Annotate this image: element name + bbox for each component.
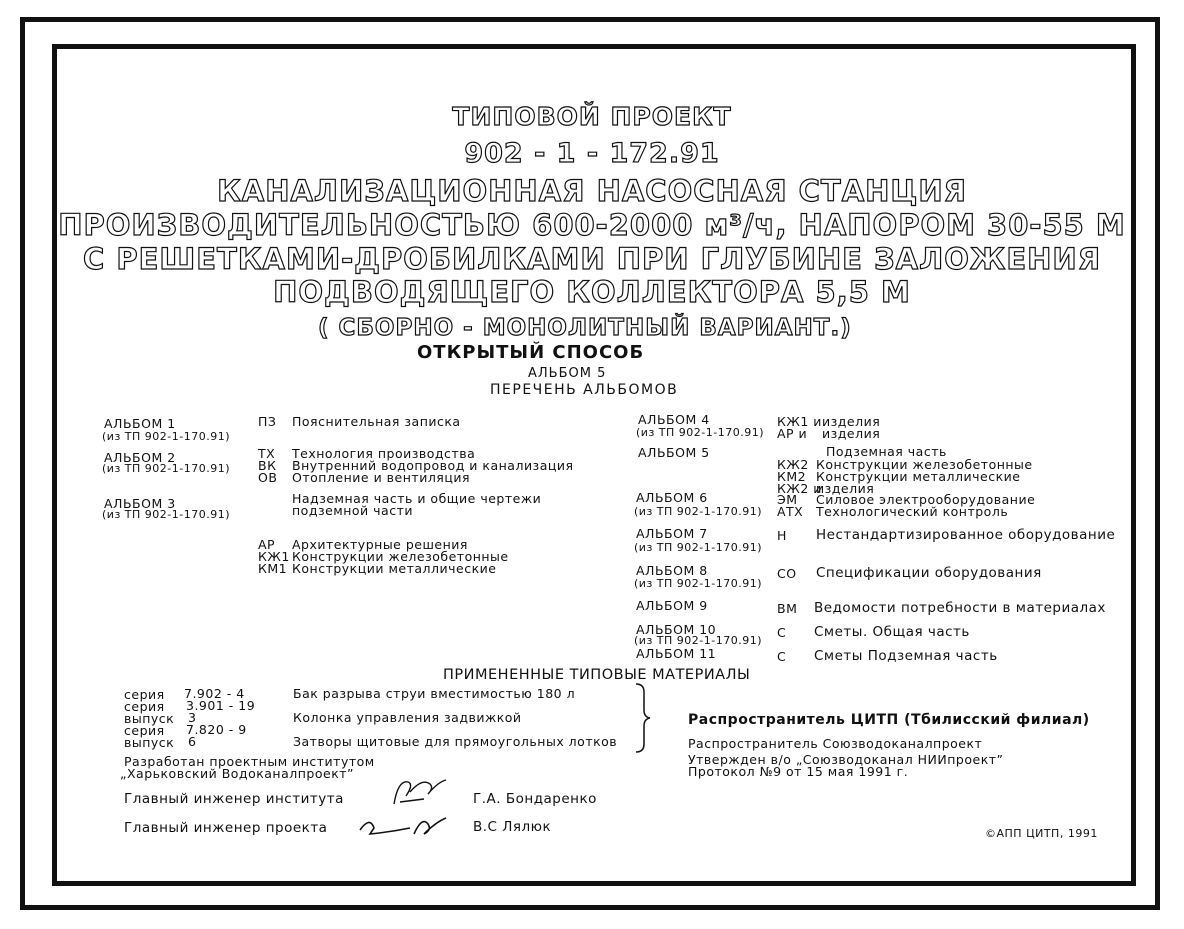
album-item: Конструкции металлические bbox=[816, 469, 1021, 484]
album-source: (из ТП 902-1-170.91) bbox=[102, 462, 230, 475]
title-line-1: КАНАЛИЗАЦИОННАЯ НАСОСНАЯ СТАНЦИЯ bbox=[217, 174, 967, 208]
album-item: Силовое электрооборудование bbox=[816, 492, 1036, 507]
signature-name: Г.А. Бондаренко bbox=[473, 791, 597, 807]
title-line-2: ПРОИЗВОДИТЕЛЬНОСТЬЮ 600-2000 м³/ч, НАПОРОМ 30-55 М bbox=[58, 208, 1126, 242]
album-label: АЛЬБОМ 8 bbox=[636, 563, 708, 578]
material-desc: Колонка управления задвижкой bbox=[293, 710, 522, 725]
album-code: КЖ2 bbox=[777, 457, 809, 472]
album-label: АЛЬБОМ 4 bbox=[638, 412, 710, 427]
album-label: АЛЬБОМ 1 bbox=[104, 416, 176, 431]
album-item: Ведомости потребности в материалах bbox=[814, 600, 1106, 616]
album-code: СО bbox=[777, 566, 797, 581]
material-code: 3 bbox=[188, 710, 197, 725]
album-code: ВК bbox=[258, 458, 277, 473]
album-source: (из ТП 902-1-170.91) bbox=[634, 541, 762, 554]
album-source: (из ТП 902-1-170.91) bbox=[634, 577, 762, 590]
album-label: АЛЬБОМ 7 bbox=[636, 526, 708, 541]
material-code: 7.820 - 9 bbox=[186, 722, 247, 737]
developer-line-1: Разработан проектным институтом bbox=[124, 754, 375, 769]
signature-role: Главный инженер проекта bbox=[124, 820, 328, 836]
developer-line-2: „Харьковский Водоканалпроект” bbox=[120, 766, 355, 781]
variant-label: ( СБОРНО - МОНОЛИТНЫЙ ВАРИАНТ.) bbox=[318, 315, 852, 341]
material-kind: выпуск bbox=[124, 711, 175, 726]
protocol-line: Протокол №9 от 15 мая 1991 г. bbox=[688, 764, 909, 779]
distributor-secondary: Распространитель Союзводоканалпроект bbox=[688, 736, 983, 751]
title-line-3: С РЕШЕТКАМИ-ДРОБИЛКАМИ ПРИ ГЛУБИНЕ ЗАЛОЖЕНИЯ bbox=[82, 242, 1102, 276]
albums-list-heading: ПЕРЕЧЕНЬ АЛЬБОМОВ bbox=[490, 382, 679, 398]
album-label: АЛЬБОМ 11 bbox=[636, 646, 717, 661]
title-line-4: ПОДВОДЯЩЕГО КОЛЛЕКТОРА 5,5 М bbox=[273, 275, 911, 309]
album-source: (из ТП 902-1-170.91) bbox=[636, 426, 764, 439]
project-label: ТИПОВОЙ ПРОЕКТ bbox=[452, 102, 732, 131]
album-label: АЛЬБОМ 3 bbox=[104, 496, 176, 511]
album-item: изделия bbox=[822, 414, 881, 429]
album-item: Пояснительная записка bbox=[292, 414, 461, 429]
distributor-primary: Распространитель ЦИТП (Тбилисский филиал) bbox=[688, 712, 1090, 728]
handwritten-signature bbox=[388, 772, 450, 810]
material-code: 3.901 - 19 bbox=[186, 698, 256, 713]
album-source: (из ТП 902-1-170.91) bbox=[102, 508, 230, 521]
album-label: АЛЬБОМ 10 bbox=[636, 622, 717, 637]
album-code: АР и bbox=[777, 426, 808, 441]
material-kind: серия bbox=[124, 723, 165, 738]
album-item: Внутренний водопровод и канализация bbox=[292, 458, 574, 473]
album-item: Нестандартизированное оборудование bbox=[816, 527, 1116, 543]
album-item: Технологический контроль bbox=[816, 504, 1009, 519]
album-label: АЛЬБОМ 9 bbox=[636, 598, 708, 613]
copyright: ©АПП ЦИТП, 1991 bbox=[985, 827, 1098, 840]
signature-role: Главный инженер института bbox=[124, 791, 344, 807]
album-item: Технология производства bbox=[292, 446, 476, 461]
album-item: подземной части bbox=[292, 503, 413, 518]
album-code: КЖ1 и bbox=[777, 414, 822, 429]
material-code: 6 bbox=[188, 734, 197, 749]
material-kind: выпуск bbox=[124, 735, 175, 750]
album-code: Н bbox=[777, 528, 787, 543]
album-item: Архитектурные решения bbox=[292, 537, 468, 552]
album-item: Конструкции железобетонные bbox=[816, 457, 1033, 472]
album-item: Надземная часть и общие чертежи bbox=[292, 491, 542, 506]
album-label: АЛЬБОМ 2 bbox=[104, 450, 176, 465]
material-kind: серия bbox=[124, 687, 165, 702]
signature-name: В.С Лялюк bbox=[473, 819, 552, 835]
album-label: АЛЬБОМ 6 bbox=[636, 490, 708, 505]
album-code: ОВ bbox=[258, 470, 278, 485]
album-code: КЖ1 bbox=[258, 549, 290, 564]
album-code: ПЗ bbox=[258, 414, 277, 429]
project-number: 902 - 1 - 172.91 bbox=[464, 138, 720, 169]
album-source: (из ТП 902-1-170.91) bbox=[102, 430, 230, 443]
album-label: АЛЬБОМ 5 bbox=[528, 366, 607, 381]
album-item: Конструкции железобетонные bbox=[292, 549, 509, 564]
album-code: АТХ bbox=[777, 504, 804, 519]
album-code: КЖ2 и bbox=[777, 481, 822, 496]
album-item: Сметы Подземная часть bbox=[814, 648, 998, 664]
approval-line: Утвержден в/о „Союзводоканал НИИпроект” bbox=[688, 752, 1004, 767]
album-code: КМ1 bbox=[258, 561, 288, 576]
album-code: ТХ bbox=[258, 446, 276, 461]
album-code: С bbox=[777, 649, 787, 664]
album-item: Подземная часть bbox=[826, 444, 947, 459]
album-item: изделия bbox=[822, 426, 881, 441]
material-code: 7.902 - 4 bbox=[184, 686, 245, 701]
curly-brace bbox=[632, 682, 652, 754]
materials-heading: ПРИМЕНЕННЫЕ ТИПОВЫЕ МАТЕРИАЛЫ bbox=[443, 667, 751, 683]
album-code: КМ2 bbox=[777, 469, 807, 484]
album-source: (из ТП 902-1-170.91) bbox=[634, 634, 762, 647]
album-code: ЭМ bbox=[777, 492, 798, 507]
album-item: Спецификации оборудования bbox=[816, 565, 1042, 581]
album-code: ВМ bbox=[777, 601, 798, 616]
material-desc: Бак разрыва струи вместимостью 180 л bbox=[293, 686, 576, 701]
album-label: АЛЬБОМ 5 bbox=[638, 445, 710, 460]
method-label: ОТКРЫТЫЙ СПОСОБ bbox=[417, 342, 645, 363]
album-item: Отопление и вентиляция bbox=[292, 470, 470, 485]
material-desc: Затворы щитовые для прямоугольных лотков bbox=[293, 734, 618, 749]
handwritten-signature bbox=[356, 810, 452, 840]
album-code: АР bbox=[258, 537, 276, 552]
album-item: Конструкции металлические bbox=[292, 561, 497, 576]
album-source: (из ТП 902-1-170.91) bbox=[634, 505, 762, 518]
album-item: Сметы. Общая часть bbox=[814, 624, 970, 640]
album-item: изделия bbox=[816, 481, 875, 496]
material-kind: серия bbox=[124, 699, 165, 714]
album-code: С bbox=[777, 625, 787, 640]
